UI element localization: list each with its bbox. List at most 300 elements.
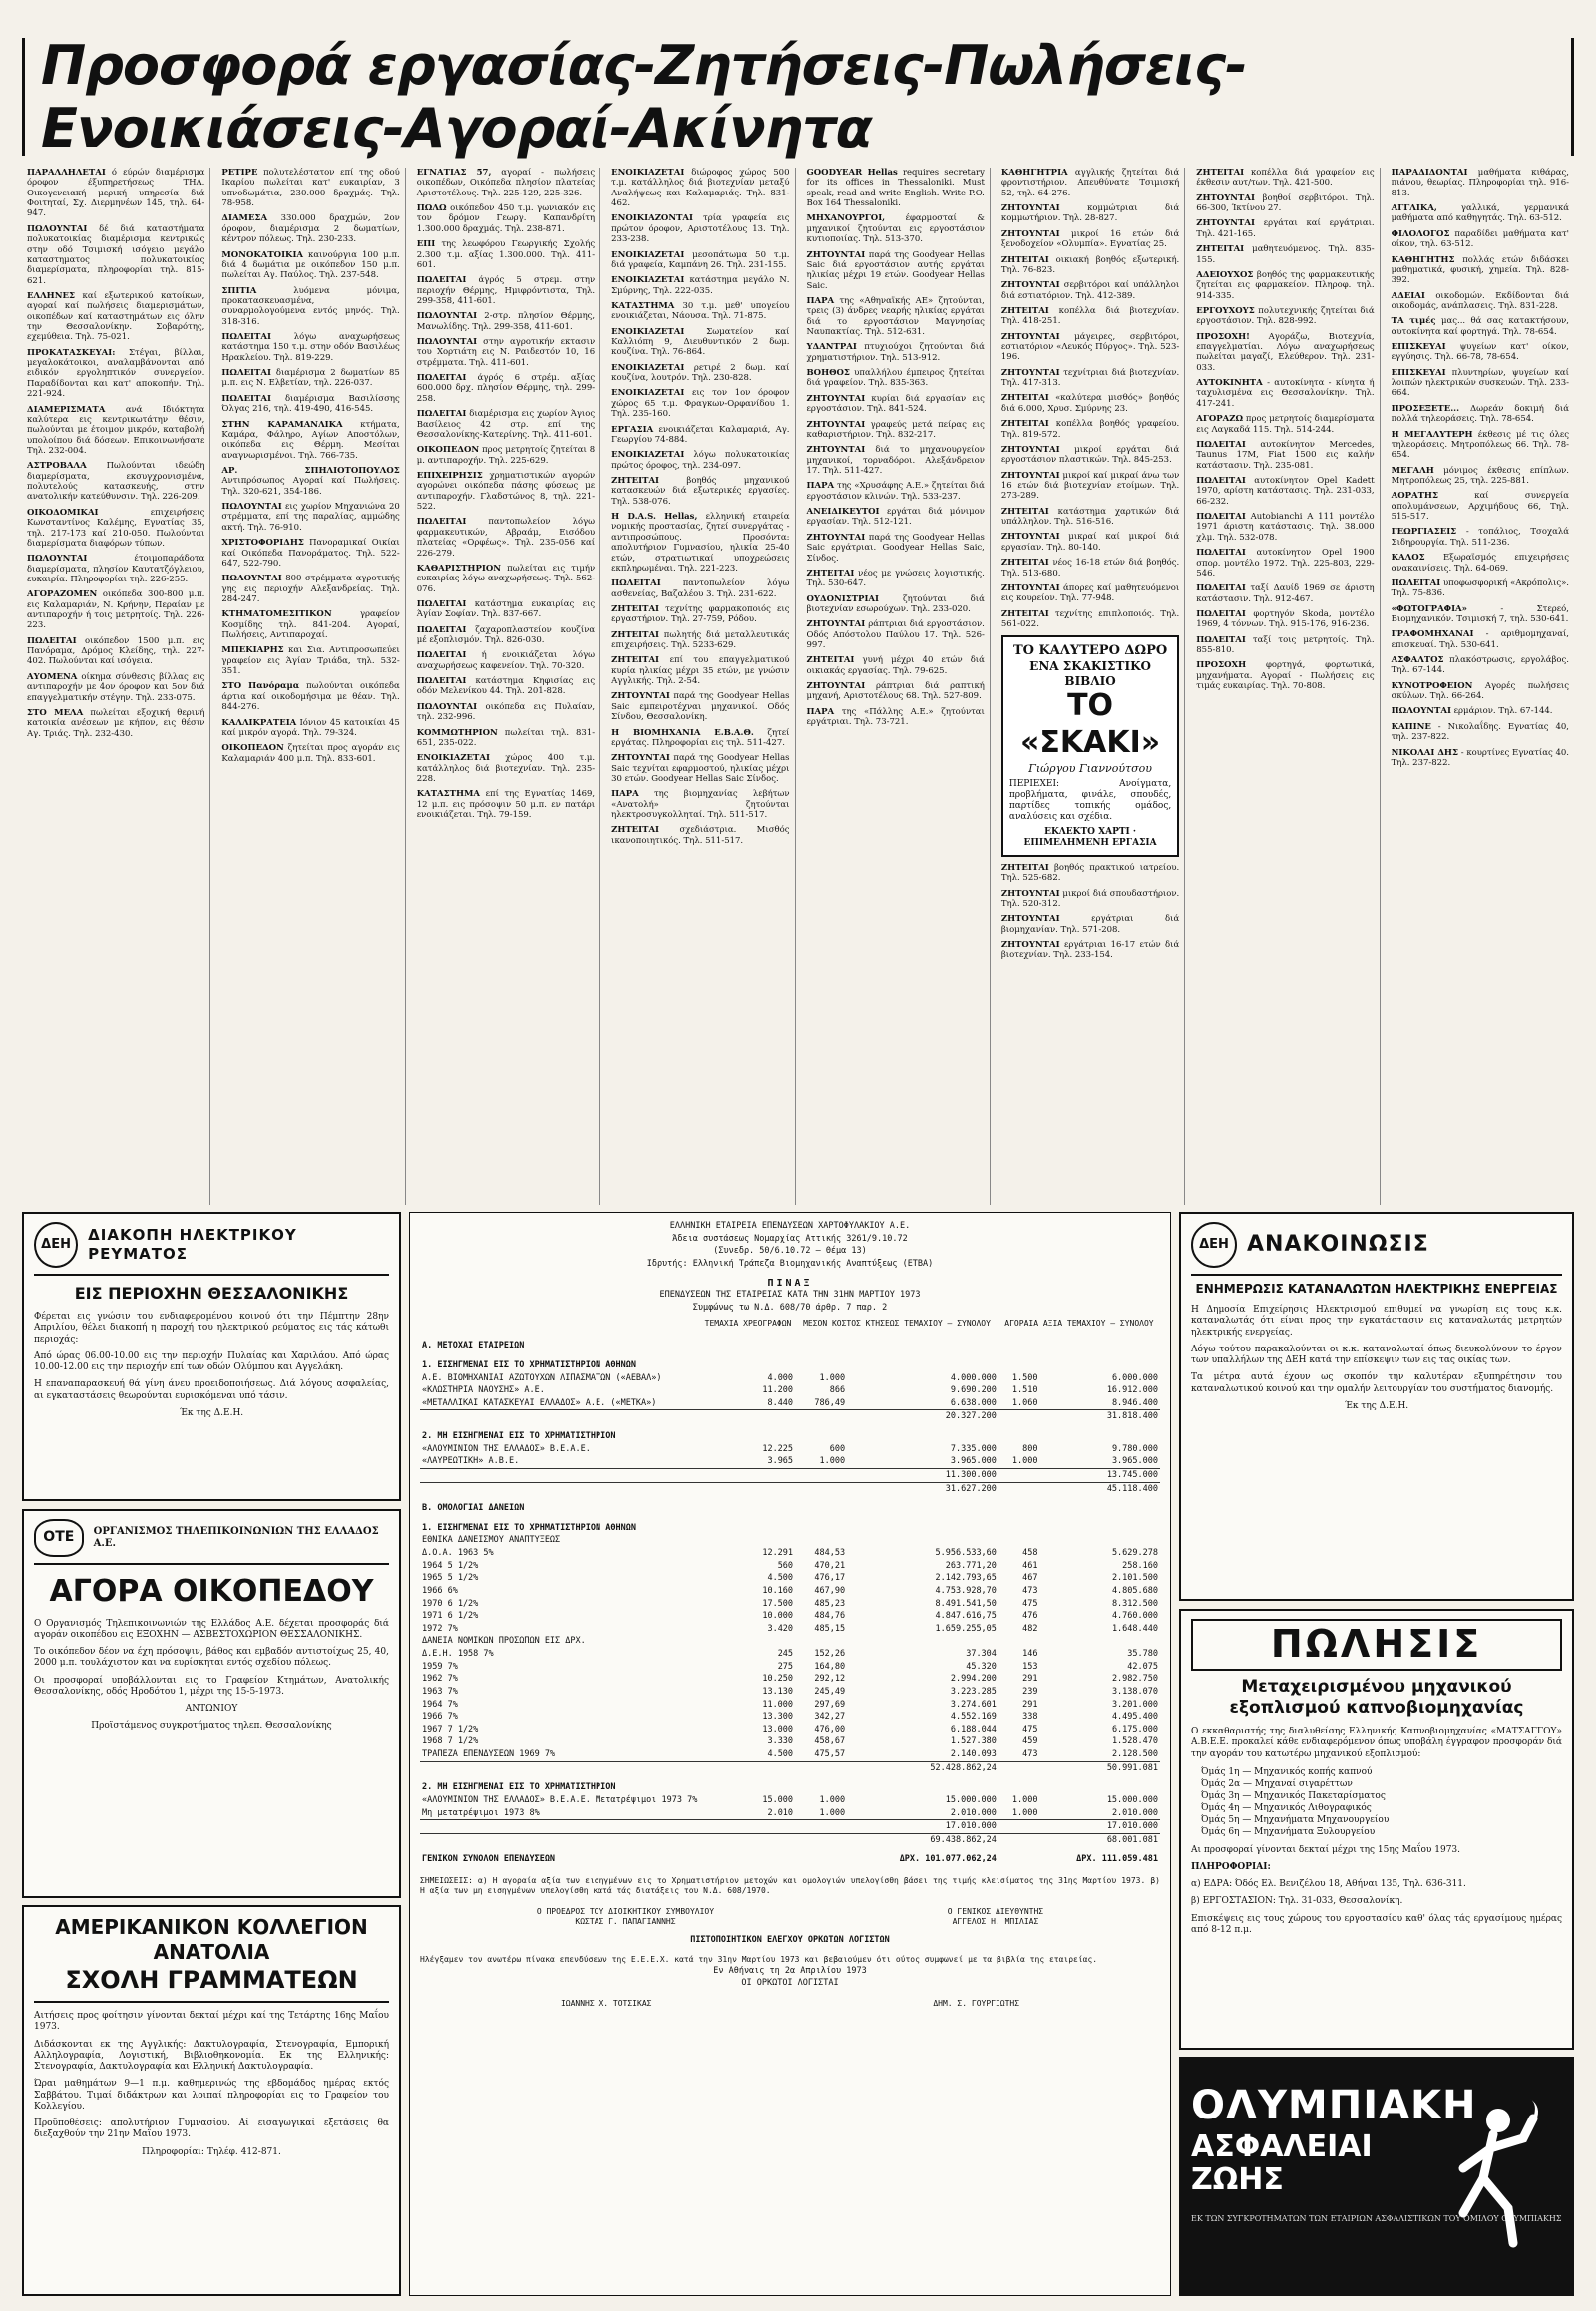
classified-lead: ΖΗΤΟΥΝΤΑΙ <box>806 393 866 404</box>
classified-ad <box>1392 604 1569 625</box>
anatolia-college-ad <box>22 1905 401 2296</box>
equipment-group: Όμάς 1η — Μηχανικός κοπής καπνού <box>1201 1766 1373 1777</box>
col-market-header: ΑΓΟΡΑΙΑ ΑΞΙΑ ΤΕΜΑΧΙΟΥ — ΣΥΝΟΛΟΥ <box>1004 1319 1154 1329</box>
classified-lead: ΠΡΟΣΕΞΕΤΕ... <box>1391 403 1460 414</box>
classified-text: 330.000 δραχμών, 2ον όροφον, διαμέρισμα 2 δωματίων, κέντρον πόλεως. Τηλ. 230-233. <box>221 213 400 245</box>
dei-paragraph: Από ώρας 06.00-10.00 εις την περιοχήν Πυλαίας και Χαριλάου. Από ώρας 10.00-12.00 εις την περιοχήν επί των οδών Ολύμπου και Αγγελάκη. <box>34 1350 389 1372</box>
classified-ad <box>611 604 789 625</box>
classified-lead: ΚΑΛΛΙΚΡΑΤΕΙΑ <box>221 717 297 728</box>
classified-lead: ΠΩΛΟΥΝΤΑΙ <box>1391 706 1451 717</box>
classified-text: ψυγείων κατ' οίκον, εγγύησις. Τηλ. 66-78, 78-654. <box>1391 342 1570 363</box>
table-row <box>420 1372 1160 1385</box>
classified-text: Αγορές πωλήσεις σκύλων. Τηλ. 66-264. <box>1391 680 1569 702</box>
table-cell: 3.138.070 <box>1111 1686 1158 1697</box>
table-cell: 68.001.081 <box>1039 1833 1160 1846</box>
classified-ad <box>1001 229 1179 250</box>
classified-lead: ΖΗΤΟΥΝΤΑΙ <box>1196 218 1255 229</box>
classified-ad <box>1392 553 1569 574</box>
classified-lead: ΦΙΛΟΛΟΓΟΣ <box>1391 228 1450 239</box>
classified-ad <box>807 507 985 528</box>
classified-lead: ΠΩΛΟΥΝΤΑΙ <box>27 223 88 234</box>
classified-ad <box>1196 244 1374 265</box>
classified-column <box>802 168 991 1205</box>
classified-lead: ΒΟΗΘΟΣ <box>806 368 850 379</box>
table-cell <box>795 1761 847 1774</box>
table-cell: 20.327.200 <box>847 1410 998 1423</box>
classified-ad <box>807 681 985 702</box>
classified-text: ό εύρών διαμέρισμα όροφον έξυπηρετήσεως ΤΗΛ. Οικογενειακή μερική υπηρεσία διά Φοιτηταί, Σχ. Διερμηνέων 145, τηλ. 64-947. <box>27 168 205 219</box>
classified-ad <box>221 502 399 533</box>
table-cell: 475 <box>1022 1724 1038 1734</box>
table-cell <box>420 1761 701 1774</box>
table-cell: 1966 7% <box>422 1712 458 1723</box>
classified-lead: ΔΙΑΜΕΣΑ <box>221 213 268 224</box>
classified-text: λόγω πολυκατοικίας πρώτος όροφος, τηλ. 234-097. <box>611 450 790 471</box>
table-cell: ΔΡΧ. 101.077.062,24 <box>899 1854 997 1865</box>
classified-text: της «Χρυσάφης Α.Ε.» ζητείται διά εργοστάσιον κλινών. Τηλ. 533-237. <box>806 481 985 502</box>
classified-text: μόνιμος έκθεσις επίπλων. Μητροπόλεως 25, τηλ. 225-881. <box>1391 465 1569 486</box>
table-cell: 1962 7% <box>422 1674 458 1685</box>
classified-text: αγοραί - πωλήσεις οικοπέδων, Οικόπεδα πλησίον πλατείας Αριστοτέλους. Τηλ. 225-129, 225-326. <box>416 168 596 198</box>
classified-ad <box>1392 722 1569 743</box>
table-cell: 4.000.000 <box>950 1372 997 1383</box>
table-row <box>420 1686 1160 1699</box>
classified-lead: GOODYEAR Hellas <box>806 168 898 178</box>
dei2-paragraph: Τα μέτρα αυτά έχουν ως σκοπόν την καλυτέραν εξυπηρέτησιν του καταναλωτικού κοινού και την ομαλήν λειτουργίαν του συστήματος διανομής. <box>1191 1372 1562 1394</box>
classified-lead: ΖΗΤΟΥΝΤΑΙ <box>1000 280 1060 291</box>
classified-ad <box>417 409 595 440</box>
audit-text: Ηλέγξαμεν τον ανωτέρω πίνακα επενδύσεων της Ε.Ε.Ε.Χ. κατά την 31ην Μαρτίου 1973 και βεβαιούμεν ότι ούτος συμφωνεί με τα βιβλία της εταιρείας. <box>420 1955 1098 1965</box>
anatolia-paragraph: Προϋποθέσεις: απολυτήριον Γυμνασίου. Αί εισαγωγικαί εξετάσεις θα διεξαχθούν την 21ην Μαΐου 1973. <box>34 2118 389 2140</box>
classified-text: - αριθμομηχαναί, επισκευαί. Τηλ. 530-641. <box>1391 629 1569 650</box>
table-cell: 2.140.093 <box>950 1749 997 1759</box>
classified-lead: ΟΙΚΟΠΕΔΟΝ <box>221 743 284 754</box>
classified-text: εργάται καί εργάτριαι. Τηλ. 421-165. <box>1196 218 1375 239</box>
classified-ad <box>611 388 789 419</box>
table-cell: 3.330 <box>767 1736 794 1747</box>
chess-book-author: Γιώργου Γιαννούτσου <box>1028 761 1152 775</box>
classified-ad <box>1392 655 1569 676</box>
classified-ad <box>611 450 789 471</box>
classified-lead: ΡΕΤΙΡΕ <box>221 168 258 178</box>
classified-text: πλακόστρωσις, εργολάβος. Τηλ. 67-144. <box>1391 655 1569 676</box>
classified-lead: ΠΩΛΟΥΝΤΑΙ <box>416 701 478 712</box>
classified-text: καί συνεργεία απολυμάνσεων, Αρχιμήδους 66, Τηλ. 515-517. <box>1391 491 1569 523</box>
classified-ad <box>807 394 985 415</box>
classified-text: κοπέλλα διά βιοτεχνίαν. Τηλ. 418-251. <box>1000 305 1180 327</box>
classified-lead: ΠΩΛΕΙΤΑΙ <box>1196 548 1246 559</box>
classified-lead: ΠΑΡΑ <box>806 706 835 717</box>
classified-text: επί του επαγγελματικού κυρία ηλικίας μέχρι 35 ετών, με γνώσιν Αγγλικής. Τηλ. 2-54. <box>611 655 790 687</box>
classified-lead: ΕΡΓΟΥΧΟΥΣ <box>1196 305 1255 316</box>
classified-text: υπαλλήλου έμπειρος ζητείται διά γραφείον. Τηλ. 835-363. <box>806 368 985 389</box>
classified-lead: ΖΗΤΟΥΝΤΑΙ <box>1000 470 1060 481</box>
classified-lead: ΕΝΟΙΚΙΑΖΕΤΑΙ <box>416 753 490 764</box>
classified-lead: ΣΤΟ ΜΕΛΑ <box>27 707 84 718</box>
classified-ad <box>417 728 595 749</box>
table-cell: 16.912.000 <box>1106 1385 1158 1396</box>
classified-text: - κουρτίνες Εγνατίας 40. Τηλ. 237-822. <box>1391 747 1570 768</box>
table-row <box>420 1410 1160 1423</box>
table-cell: 3.274.601 <box>950 1699 997 1710</box>
table-cell: 8.491.541,50 <box>935 1598 997 1609</box>
table-cell: 3.201.000 <box>1111 1699 1158 1710</box>
chess-book-text: ΠΕΡΙΕΧΕΙ: Ανοίγματα, προβλήματα, φινάλε, σπουδές, παρτίδες τοπικής ομάδος, αναλύσεις και σχέδια. <box>1008 779 1172 822</box>
table-cell <box>795 1410 847 1423</box>
table-cell: 13.300 <box>762 1712 794 1723</box>
table-cell: 6.638.000 <box>950 1397 997 1408</box>
classified-lead: ΧΡΙΣΤΟΦΟΡΙΔΗΣ <box>221 538 304 549</box>
classified-lead: ΠΩΛΕΙΤΑΙ <box>416 275 467 286</box>
classified-lead: ΖΗΤΟΥΝΤΑΙ <box>806 532 866 543</box>
classified-ad <box>1196 270 1374 301</box>
table-cell: Δ.Ε.Η. 1958 7% <box>422 1649 494 1659</box>
classified-text: έφαρμοσταί & μηχανικοί ζητούνται εις εργοστάσιον κυτιοποιίας. Τηλ. 513-370. <box>806 213 985 245</box>
table-cell: 6.175.000 <box>1111 1724 1158 1734</box>
classified-text: Αγοράζω, Βιοτεχνία, επαγγελματίαι. Λόγω αναχωρήσεως πωλείται μαγαζί, Ελεύθερον. Τηλ. 231-033. <box>1196 331 1375 373</box>
classified-ad <box>27 708 204 739</box>
dei-logo-icon: ΔΕΗ <box>1191 1222 1237 1268</box>
classified-ad <box>417 311 595 332</box>
classified-text: μικροί καί μικραί άνω των 16 ετών διά βιοτεχνίαν ετοίμων. Τηλ. 273-289. <box>1000 470 1180 502</box>
ote-paragraph: Το οικόπεδον δέον να έχη πρόσοψιν, βάθος και εμβαδόν αντιστοίχως 25, 40, 2000 μ.π. τουλάχιστον και να ευρίσκηται εντός σχεδίου πόλεως. <box>34 1647 389 1669</box>
classified-ad <box>1392 629 1569 650</box>
signatures <box>420 1907 1160 1927</box>
classified-ad <box>221 250 399 281</box>
classified-lead: ΠΩΛΟΥΝΤΑΙ <box>27 554 88 565</box>
classified-ad <box>1196 583 1374 604</box>
classified-text: ενοικιάζεται Καλαμαριά, Αγ. Γεωργίου 74-884. <box>611 424 790 445</box>
classified-ad <box>27 405 204 457</box>
classified-ad <box>1392 404 1569 425</box>
table-cell: 476,17 <box>814 1573 846 1584</box>
classified-ad <box>1392 168 1569 198</box>
classified-text: τεχνίτης επιπλοποιός. Τηλ. 561-022. <box>1000 608 1180 629</box>
classified-text: διαμέρισμα εις χωρίον Άγιος Βασίλειος 42 στρ. επί της Θεσσαλονίκης-Κατερίνης. Τηλ. 411-601. <box>416 409 596 440</box>
classified-ad <box>611 168 789 208</box>
classified-ad <box>221 332 399 363</box>
ote-land-purchase-ad <box>22 1509 401 1898</box>
classified-text: πλυντηρίων, ψυγείων καί λοιπών ηλεκτρικών συσκευών. Τηλ. 233-664. <box>1391 367 1569 399</box>
classified-text: πωλητής διά μεταλλευτικάς επιχειρήσεις. Τηλ. 5233-629. <box>611 629 790 651</box>
table-cell: 1971 6 1/2% <box>422 1611 479 1622</box>
dei-power-outage-ad <box>22 1212 401 1501</box>
classified-text: μικροί εργάται διά εργοστάσιον πλαστικών. Τηλ. 845-253. <box>1000 444 1180 466</box>
classified-ad <box>27 348 204 400</box>
table-cell: 15.000.000 <box>1106 1794 1158 1805</box>
classified-lead: ΑΟΡΑΤΗΣ <box>1391 491 1438 502</box>
classified-lead: ΠΩΛΕΙΤΑΙ <box>1196 475 1246 486</box>
classified-ad <box>1001 471 1179 502</box>
classified-lead: ΖΗΤΕΙΤΑΙ <box>1000 393 1049 404</box>
classified-ad <box>1392 342 1569 363</box>
auditors <box>420 1999 1160 2009</box>
classified-lead: ΠΩΛΕΙΤΑΙ <box>416 598 467 609</box>
classified-lead: ΖΗΤΕΙΤΑΙ <box>806 568 855 578</box>
classified-lead: ΕΝΟΙΚΙΑΖΕΤΑΙ <box>611 249 685 260</box>
classified-text: βοηθός μηχανικού κατασκευών διά εξωτερικές εργασίες. Τηλ. 538-076. <box>611 475 790 507</box>
classified-ad <box>611 425 789 446</box>
classified-text: παρά της Goodyear Hellas Saic διά εργοστάσιον αυτής εργάται ηλικίας μέχρι 19 ετών. Goodyear Hellas Saic. <box>806 249 985 291</box>
auditor-name: ΙΩΑΝΝΗΣ Χ. ΤΟΤΣΙΚΑΣ <box>560 1999 652 2009</box>
classified-text: 800 στρέμματα αγροτικής γης εις περιοχήν Αλεξανδρείας. Τηλ. 284-247. <box>221 574 400 604</box>
classified-ad <box>417 599 595 620</box>
classified-text: ή ενοικιάζεται λόγω αναχωρήσεως καφενείον. Τηλ. 70-320. <box>416 650 596 671</box>
table-cell: 6.188.044 <box>950 1724 997 1734</box>
classified-text: λόγω αναχωρήσεως κατάστημα 150 τ.μ. στην οδόν Βασιλέως Ηρακλείου. Τηλ. 819-229. <box>221 332 400 363</box>
table-cell: 17.010.000 <box>847 1820 998 1834</box>
classified-lead: ΚΑΘΗΓΗΤΡΙΑ <box>1000 168 1068 178</box>
classified-ad <box>611 728 789 749</box>
classified-lead: ΖΗΤΟΥΝΤΑΙ <box>1000 888 1060 899</box>
table-cell: 9.690.200 <box>950 1385 997 1396</box>
classified-lead: ΠΩΛΕΙΤΑΙ <box>1196 512 1246 523</box>
table-cell: 1.528.470 <box>1111 1736 1158 1747</box>
dei-header <box>34 1222 389 1276</box>
classified-text: - Στερεό, Βιομηχανικόν. Τσιμισκή 7, τηλ. 530-641. <box>1391 603 1569 624</box>
classified-lead: ΑΓΟΡΑΖΩ <box>1196 414 1244 425</box>
table-cell: 11.200 <box>762 1385 794 1396</box>
classified-lead: ΚΤΗΜΑΤΟΜΕΣΙΤΙΚΟΝ <box>221 609 332 620</box>
table-cell: ΤΡΑΠΕΖΑ ΕΠΕΝΔΥΣΕΩΝ 1969 7% <box>422 1749 556 1759</box>
classified-lead: ΕΝΟΙΚΙΑΖΕΤΑΙ <box>611 362 685 373</box>
classified-ad <box>807 707 985 728</box>
classified-text: βοηθός πρακτικού ιατρείου. Τηλ. 525-682. <box>1000 862 1180 884</box>
classified-lead: ΚΥΝΟΤΡΟΦΕΙΟΝ <box>1391 680 1473 691</box>
classified-ad <box>417 789 595 820</box>
classified-lead: ΖΗΤΟΥΝΤΑΙ <box>1000 203 1060 214</box>
classified-ad <box>221 681 399 712</box>
dei2-footer: Έκ της Δ.Ε.Η. <box>1344 1400 1409 1411</box>
classified-text: μικραί καί μικροί διά εργασίαν. Τηλ. 80-140. <box>1000 532 1180 553</box>
classified-ad <box>27 224 204 286</box>
classified-text: χώρος 400 τ.μ. κατάλληλος διά βιοτεχνίαν. Τηλ. 235-228. <box>416 753 596 784</box>
ote-org: ΟΡΓΑΝΙΣΜΟΣ ΤΗΛΕΠΙΚΟΙΝΩΝΙΩΝ ΤΗΣ ΕΛΛΑΔΟΣ Α.Ε. <box>93 1525 379 1549</box>
classified-ad <box>611 250 789 271</box>
sale-title: ΠΩΛΗΣΙΣ <box>1191 1619 1562 1671</box>
classified-lead: ΖΗΤΕΙΤΑΙ <box>611 475 660 486</box>
classified-text: κυρίαι διά εργασίαν εις εργοστάσιον. Τηλ. 841-524. <box>806 393 985 415</box>
classified-text: ζητούνται διά βιοτεχνίαν εσωρούχων. Τηλ. 233-020. <box>806 593 985 614</box>
classified-lead: ΖΗΤΕΙΤΑΙ <box>611 629 660 640</box>
classified-ad <box>1196 660 1374 691</box>
classified-lead: ΜΠΕΚΙΑΡΗΣ <box>221 645 284 656</box>
classified-text: κτήματα, Καμάρα, Φάληρο, Αγίων Αποστόλων, οικόπεδα εις Θέρμη. Μεσίται αναγνωρισμένοι. Τηλ. 766-735. <box>221 419 400 461</box>
classified-lead: ΠΩΛΕΙΤΑΙ <box>416 676 467 687</box>
table-cell: 12.225 <box>762 1443 794 1454</box>
classified-text: της «Πάλλης Α.Ε.» ζητούνται εργάτριαι. Τηλ. 73-721. <box>806 706 985 728</box>
classified-ad <box>611 213 789 244</box>
classified-text: επί της Εγνατίας 1469, 12 μ.π. εις πρόσοψιν 50 μ.π. εν πατάρι ενοικιάζεται. Τηλ. 79-159. <box>416 789 596 821</box>
table-cell: 3.965 <box>767 1456 794 1467</box>
classified-ad <box>221 609 399 640</box>
classified-text: ελληνική εταιρεία νομικής προστασίας, ζητεί συνεργάτας - αντιπροσώπους. Προσόντα: απολυτήριον Γυμνασίου, ηλικία 25-40 ετών, στρατιωτικαί υποχρεώσεις εκπληρωμέναι. Τηλ. 221-223. <box>611 512 790 574</box>
table-cell: 458 <box>1022 1548 1038 1558</box>
classified-text: και Σια. Αντιπροσωπεύει γραφείον εις Άγίαν Τριάδα, τηλ. 532-351. <box>221 645 400 677</box>
classifieds-columns <box>22 168 1574 1205</box>
classified-lead: ΠΡΟΣΟΧΗ <box>1196 660 1247 671</box>
equipment-group: Όμάς 5η — Μηχανήματα Μηχανουργείου <box>1201 1815 1390 1826</box>
classified-lead: ΖΗΤΕΙΤΑΙ <box>1000 608 1049 619</box>
table-cell: 4.000 <box>767 1372 794 1383</box>
classified-text: νέος με γνώσεις λογιστικής. Τηλ. 530-647. <box>806 568 985 589</box>
classified-lead: ΖΗΤΟΥΝΤΑΙ <box>806 249 866 260</box>
table-cell <box>701 1833 795 1846</box>
table-row <box>420 1515 1160 1535</box>
table-cell: 1959 7% <box>422 1661 458 1672</box>
classified-column <box>22 168 210 1205</box>
classified-ad <box>221 286 399 327</box>
classified-text: σχεδιάστρια. Μισθός ικανοποιητικός. Τηλ. 511-517. <box>611 825 790 846</box>
classified-text: τεχνίτης φαρμακοποιός εις εργαστήριον. Τηλ. 27-759, Ρόδου. <box>611 603 790 625</box>
classified-lead: ΕΡΓΑΣΙΑ <box>611 424 654 435</box>
classified-lead: ΚΟΜΜΩΤΗΡΙΟΝ <box>416 727 498 738</box>
table-cell: 2.010.000 <box>1111 1807 1158 1818</box>
table-cell: 8.440 <box>767 1397 794 1408</box>
classified-text: οικόπεδον 1500 μ.π. εις Πανόραμα, Δρόμος Κλείδης, τηλ. 227-402. Πωλούνται καί ισόγεια. <box>27 635 205 667</box>
table-notes: ΣΗΜΕΙΩΣΕΙΣ: α) Η αγοραία αξία των εισηγμένων εις το Χρηματιστήριον μετοχών και ομολογιών υπελογίσθη βάσει της τιμής κλεισίματος της 31ης Μαρτίου 1973. β) Η αξία των μη εισηγμένων υπελογίσθη κατά τάς διατάξεις του Ν.Δ. 608/1970. <box>420 1876 1160 1896</box>
classified-text: διαμέρισμα Βασιλίσσης Όλγας 216, τηλ. 419-490, 416-545. <box>221 393 400 415</box>
classified-lead: ΑΝΕΙΔΙΚΕΥΤΟΙ <box>806 507 880 518</box>
signature-block: Ο ΠΡΟΕΔΡΟΣ ΤΟΥ ΔΙΟΙΚΗΤΙΚΟΥ ΣΥΜΒΟΥΛΙΟΥ ΚΩΣΤΑΣ Γ. ΠΑΠΑΓΙΑΝΝΗΣ <box>536 1906 715 1926</box>
classified-text: Στέγαι, βίλλαι, μεγαλοκάτοικοι, αναλαμβάνονται από ειδικόν εργοληπτικόν συνεργείον. Παραδίδονται και κατ' αποκοπήν. Τηλ. 221-924. <box>27 347 205 400</box>
classified-lead: ΕΝΟΙΚΙΑΖΕΤΑΙ <box>611 326 685 337</box>
table-cell: 11.000 <box>762 1699 794 1710</box>
sale-info-label: ΠΛΗΡΟΦΟΡΙΑΙ: <box>1191 1861 1271 1872</box>
classified-text: διά το μηχανουργείον μηχανικοί, τορναδόροι. Αλεξάνδρειον 17. Τηλ. 511-427. <box>806 445 985 476</box>
ote-signer: ΑΝΤΩΝΙΟΥ <box>185 1704 238 1714</box>
classified-lead: ΠΑΡΑΔΙΔΟΝΤΑΙ <box>1391 168 1468 178</box>
classified-lead: ΠΩΛΟΥΝΤΑΙ <box>416 337 478 348</box>
table-cell: 3.965.000 <box>950 1456 997 1467</box>
chess-book-title: ΤΟ «ΣΚΑΚΙ» <box>1019 688 1161 760</box>
auditor-name: ΔΗΜ. Σ. ΓΟΥΡΓΙΩΤΗΣ <box>933 1999 1020 2009</box>
classified-ad <box>611 630 789 651</box>
table-row <box>420 1724 1160 1736</box>
classified-ad <box>807 481 985 502</box>
table-row <box>420 1623 1160 1636</box>
classified-lead: ΕΝΟΙΚΙΑΖΕΤΑΙ <box>611 388 685 399</box>
classified-lead: ΠΩΛΕΙΤΑΙ <box>1196 439 1246 450</box>
equipment-sale-ad <box>1179 1609 1574 2050</box>
table-row <box>420 1794 1160 1807</box>
olympiaki-line3: ΖΩΗΣ <box>1191 2162 1284 2197</box>
table-cell: 1965 5 1/2% <box>422 1573 479 1584</box>
classified-ad <box>1001 203 1179 224</box>
classified-ad <box>417 203 595 234</box>
table-cell: 245,49 <box>814 1686 846 1697</box>
table-subtitle-2: Συμφώνως τω Ν.Δ. 608/70 άρθρ. 7 παρ. 2 <box>692 1302 888 1313</box>
table-cell: 31.627.200 <box>847 1482 998 1495</box>
dei2-title: ΑΝΑΚΟΙΝΩΣΙΣ <box>1247 1232 1429 1258</box>
table-row <box>420 1455 1160 1468</box>
table-cell: 45.320 <box>966 1661 997 1672</box>
classified-ad <box>1196 378 1374 409</box>
dei-paragraph: Η επαναπαρασκευή θά γίνη άνευ προειδοποιήσεως. Διά λόγους ασφαλείας, αι εγκαταστάσεις θεωρούνται ευρισκόμεναι υπό τάσιν. <box>34 1379 389 1401</box>
classified-ad <box>221 743 399 764</box>
classified-lead: ΖΗΤΕΙΤΑΙ <box>611 825 660 836</box>
classified-text: Πωλούνται ιδεώδη διαμερίσματα, εκσυγχρονισμένα, πολυτελούς κατασκευής, στην ανατολικήν κατεύθυνσιν. Τηλ. 226-209. <box>27 461 205 503</box>
table-row <box>420 1610 1160 1623</box>
equipment-group: Όμάς 6η — Μηχανήματα Ξυλουργείου <box>1201 1827 1376 1838</box>
classified-text: εργάτριαι διά βιομηχανίαν. Τηλ. 571-208. <box>1000 914 1180 935</box>
table-cell <box>701 1410 795 1423</box>
classified-ad <box>417 373 595 404</box>
classified-text: κοπέλλα διά γραφείον εις έκθεσιν αυτ/των. Τηλ. 421-500. <box>1196 168 1375 189</box>
table-row <box>420 1397 1160 1410</box>
classified-ad <box>221 466 399 497</box>
classified-lead: ΚΑΘΑΡΙΣΤΗΡΙΟΝ <box>416 563 502 574</box>
ote-paragraph: Ο Οργανισμός Τηλεπικοινωνιών της Ελλάδος Α.Ε. δέχεται προσφοράς διά αγοράν οικοπέδου εις ΕΞΟΧΗΝ — ΑΣΒΕΣΤΟΧΩΡΙΟΝ ΘΕΣΣΑΛΟΝΙΚΗΣ. <box>34 1618 389 1640</box>
table-row <box>420 1673 1160 1686</box>
table-cell <box>420 1468 701 1482</box>
classified-text: εργάται διά μόνιμον εργασίαν. Τηλ. 512-121. <box>806 507 985 528</box>
table-row <box>420 1443 1160 1456</box>
table-header-row <box>420 1319 1160 1333</box>
classified-text: εργάτριαι 16-17 ετών διά βιοτεχνίαν. Τηλ. 233-154. <box>1000 939 1180 961</box>
classified-lead: ΕΓΝΑΤΙΑΣ 57, <box>416 168 492 178</box>
classified-ad <box>417 676 595 697</box>
table-cell: 5.956.533,60 <box>935 1548 997 1558</box>
table-cell: 8.946.400 <box>1111 1397 1158 1408</box>
classified-lead: ΖΗΤΕΙΤΑΙ <box>1196 168 1245 178</box>
classified-lead: ΖΗΤΟΥΝΤΑΙ <box>806 445 866 456</box>
sale-paragraph: Αι προσφοραί γίνονται δεκταί μέχρι της 15ης Μαΐου 1973. <box>1191 1844 1461 1855</box>
classified-text: μας... θά σας κατακτήσουν, αυτοκίνητα καί φορτηγά. Τηλ. 78-654. <box>1391 316 1569 337</box>
classified-ad <box>27 636 204 667</box>
ote-paragraph: Οι προσφοραί υποβάλλονται εις το Γραφείον Κτημάτων, Ανατολικής Θεσσαλονίκης, οδός Ηροδότου 1, μέχρι της 15-5-1973. <box>34 1675 389 1697</box>
classified-lead: ΖΗΤΕΙΤΑΙ <box>806 655 855 666</box>
classified-lead: ΠΩΛΕΙΤΑΙ <box>221 332 271 343</box>
table-cell: Α.Ε. ΒΙΟΜΗΧΑΝΙΑΙ ΑΖΩΤΟΥΧΩΝ ΛΙΠΑΣΜΑΤΩΝ («ΑΕΒΑΛ») <box>422 1372 662 1383</box>
table-cell: 13.000 <box>762 1724 794 1734</box>
dei-logo-icon: ΔΕΗ <box>34 1222 78 1268</box>
classified-ad <box>221 718 399 739</box>
dei-subtitle: ΕΙΣ ΠΕΡΙΟΧΗΝ ΘΕΣΣΑΛΟΝΙΚΗΣ <box>74 1284 349 1303</box>
table-cell <box>701 1482 795 1495</box>
equipment-group: Όμάς 4η — Μηχανικός Λιθογραφικός <box>1201 1803 1372 1814</box>
classified-lead: ΠΩΛΕΙΤΑΙ <box>221 393 271 404</box>
classified-ad <box>417 650 595 671</box>
table-cell: 13.130 <box>762 1686 794 1697</box>
classified-text: Ιόνιον 45 κατοικίαι 45 καί μικρόν αγορά. Τηλ. 79-324. <box>221 717 400 738</box>
classified-text: έτοιμοπαράδοτα διαμερίσματα, πλησίον Καυτατζόγλειου, ευκαιρία. Πληροφορίαι τηλ. 226-255. <box>27 554 205 584</box>
table-cell: 31.818.400 <box>1039 1410 1160 1423</box>
classified-column <box>1387 168 1574 1205</box>
classified-lead: ΖΗΤΕΙΤΑΙ <box>1000 506 1049 517</box>
classified-ad <box>807 533 985 564</box>
table-cell: 1964 5 1/2% <box>422 1560 479 1571</box>
classified-lead: ΜΗΧΑΝΟΥΡΓΟΙ, <box>806 213 886 224</box>
table-row <box>420 1711 1160 1724</box>
classified-lead: ΖΗΤΕΙΤΑΙ <box>1000 305 1049 316</box>
table-cell: 1972 7% <box>422 1623 458 1634</box>
table-cell: 245 <box>777 1649 794 1659</box>
classified-ad <box>417 239 595 270</box>
classified-text: παραδίδει μαθήματα κατ' οίκον, τηλ. 63-512. <box>1391 228 1569 250</box>
classified-lead: ΠΩΛΟΥΝΤΑΙ <box>416 311 478 322</box>
table-cell <box>420 1482 701 1495</box>
classified-text: Autobianchi A 111 μοντέλο 1971 άριστη κατάστασις. Τηλ. 38.000 χλμ. Τηλ. 532-078. <box>1196 512 1375 543</box>
classified-text: σερβιτόροι καί υπάλληλοι διά εστιατόριον. Τηλ. 412-389. <box>1000 280 1180 301</box>
classified-lead: ΖΗΤΟΥΝΤΑΙ <box>1000 228 1060 239</box>
table-cell: 275 <box>777 1661 794 1672</box>
table-cell: 291 <box>1022 1674 1038 1685</box>
classified-text: οικοδομών. Εκδίδονται διά οικοδομάς, ανάπλασεις. Τηλ. 831-228. <box>1391 290 1570 311</box>
table-cell: 42.075 <box>1127 1661 1158 1672</box>
classified-text: πωλείται εις τιμήν ευκαιρίας λόγω αναχωρήσεως. Τηλ. 562-076. <box>416 563 596 594</box>
table-cell: 484,53 <box>814 1548 846 1558</box>
